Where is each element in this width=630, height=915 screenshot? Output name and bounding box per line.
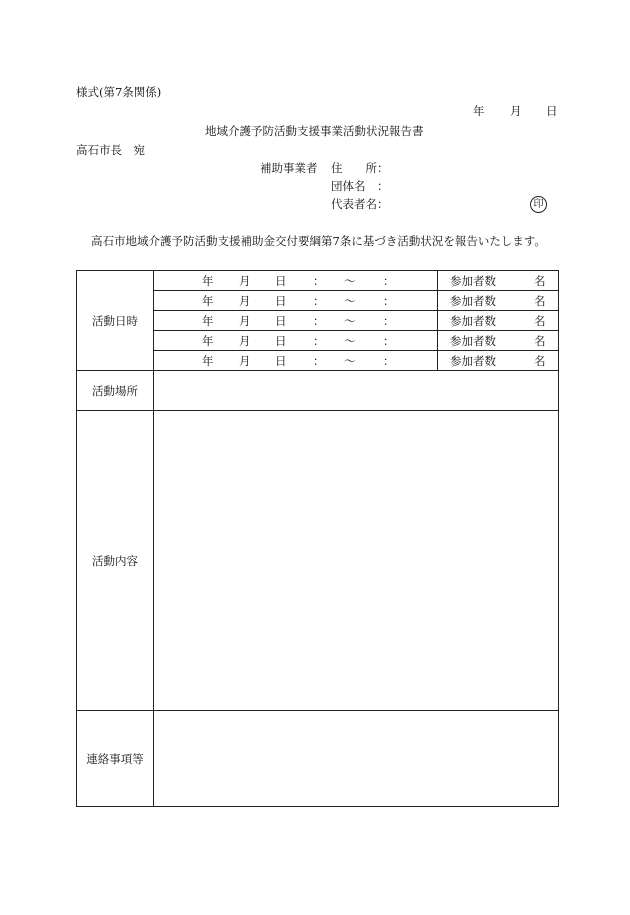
slot-colon2: ： (383, 273, 395, 288)
participant-count-label: 参加者数 (450, 353, 496, 368)
slot-year: 年 (202, 273, 214, 288)
content-row (77, 411, 559, 711)
slot-colon1: ： (313, 353, 325, 368)
activity-datetime-field[interactable] (154, 291, 438, 311)
participant-count-unit: 名 (534, 313, 546, 328)
activity-content-label: 活動内容 (77, 411, 154, 711)
slot-tilde: 〜 (344, 313, 356, 328)
slot-month: 月 (239, 293, 251, 308)
document-title: 地域介護予防活動支援事業活動状況報告書 (205, 124, 424, 138)
notes-label: 連絡事項等 (77, 711, 154, 807)
participant-count-field[interactable] (438, 271, 559, 291)
notes-row (77, 711, 559, 807)
slot-day: 日 (275, 333, 287, 348)
addressee: 高石市長 宛 (76, 143, 145, 157)
slot-day: 日 (275, 313, 287, 328)
slot-tilde: 〜 (344, 333, 356, 348)
activity-datetime-field[interactable] (154, 331, 438, 351)
form-number: 様式(第7条関係) (76, 85, 162, 99)
activity-datetime-field[interactable] (154, 271, 438, 291)
participant-count-unit: 名 (534, 333, 546, 348)
activity-report-table (76, 270, 559, 807)
place-row (77, 371, 559, 411)
participant-count-unit: 名 (534, 353, 546, 368)
slot-colon1: ： (313, 273, 325, 288)
report-statement: 高石市地域介護予防活動支援補助金交付要綱第7条に基づき活動状況を報告いたします。 (91, 234, 546, 248)
slot-day: 日 (275, 273, 287, 288)
activity-datetime-field[interactable] (154, 351, 438, 371)
participant-count-label: 参加者数 (450, 273, 496, 288)
slot-colon2: ： (383, 333, 395, 348)
participant-count-unit: 名 (534, 293, 546, 308)
activity-place-label: 活動場所 (77, 371, 154, 411)
slot-day: 日 (275, 293, 287, 308)
participant-count-field[interactable] (438, 351, 559, 371)
slot-colon2: ： (383, 313, 395, 328)
slot-colon2: ： (383, 353, 395, 368)
slot-colon1: ： (313, 293, 325, 308)
activity-place-field[interactable] (154, 371, 559, 411)
participant-count-label: 参加者数 (450, 293, 496, 308)
slot-month: 月 (239, 273, 251, 288)
activity-datetime-field[interactable] (154, 311, 438, 331)
slot-tilde: 〜 (344, 293, 356, 308)
group-name-label: 団体名 ： (331, 179, 389, 193)
slot-month: 月 (239, 353, 251, 368)
participant-count-label: 参加者数 (450, 333, 496, 348)
slot-tilde: 〜 (344, 353, 356, 368)
slot-colon1: ： (313, 313, 325, 328)
slot-colon2: ： (383, 293, 395, 308)
activity-datetime-label: 活動日時 (77, 271, 154, 371)
slot-colon1: ： (313, 333, 325, 348)
representative-label: 代表者名： (331, 197, 389, 211)
slot-month: 月 (239, 313, 251, 328)
slot-tilde: 〜 (344, 273, 356, 288)
slot-year: 年 (202, 293, 214, 308)
date-month: 月 (510, 104, 522, 118)
participant-count-unit: 名 (534, 273, 546, 288)
notes-field[interactable] (154, 711, 559, 807)
slot-year: 年 (202, 353, 214, 368)
date-day: 日 (546, 104, 558, 118)
slot-day: 日 (275, 353, 287, 368)
slot-month: 月 (239, 333, 251, 348)
address-label: 住 所： (331, 161, 389, 175)
activity-datetime-row (77, 271, 559, 291)
participant-count-field[interactable] (438, 291, 559, 311)
seal-mark: 印 (530, 196, 547, 213)
participant-count-field[interactable] (438, 311, 559, 331)
slot-year: 年 (202, 333, 214, 348)
slot-year: 年 (202, 313, 214, 328)
applicant-role-label: 補助事業者 (260, 161, 318, 175)
date-year: 年 (473, 104, 485, 118)
activity-content-field[interactable] (154, 411, 559, 711)
participant-count-field[interactable] (438, 331, 559, 351)
participant-count-label: 参加者数 (450, 313, 496, 328)
